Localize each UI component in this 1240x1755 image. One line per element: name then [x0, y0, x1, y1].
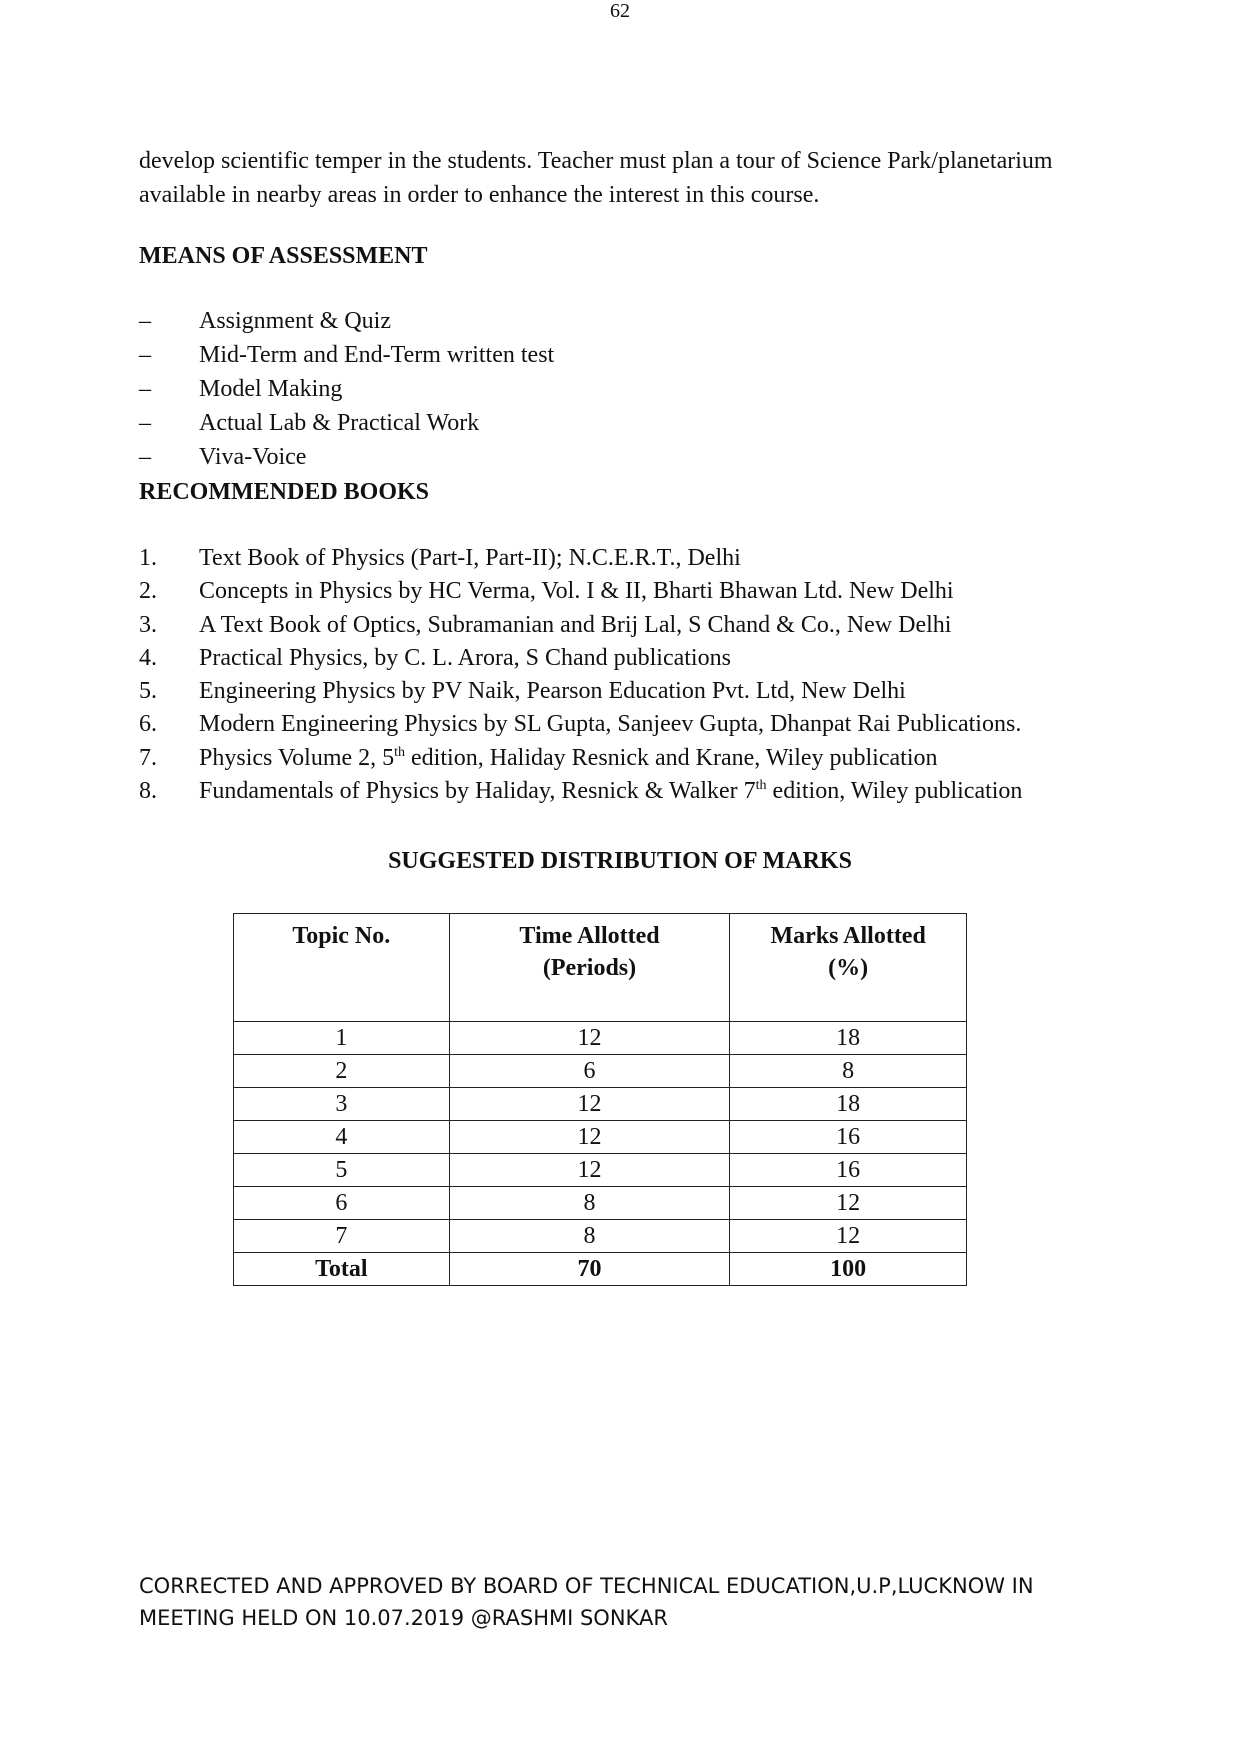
dash-marker: –: [139, 376, 151, 402]
approval-footer: [139, 1570, 1139, 1634]
book-item: 3. A Text Book of Optics, Subramanian and Brij Lal, S Chand & Co., New Delhi: [139, 611, 952, 638]
assessment-heading: MEANS OF ASSESSMENT: [139, 243, 428, 269]
book-item: 5. Engineering Physics by PV Naik, Pearson Education Pvt. Ltd, New Delhi: [139, 678, 906, 705]
book-item: 2. Concepts in Physics by HC Verma, Vol. I & II, Bharti Bhawan Ltd. New Delhi: [139, 578, 954, 605]
intro-line: develop scientific temper in the students. Teacher must plan a tour of Science Park/planetarium: [139, 148, 1053, 174]
dash-marker: –: [139, 342, 151, 368]
footer-line: MEETING HELD ON 10.07.2019 @RASHMI SONKAR: [139, 1606, 668, 1630]
list-item: – Viva-Voice: [139, 440, 1039, 474]
header-marks: Marks Allotted (%): [730, 914, 967, 1022]
intro-paragraph: [139, 144, 1119, 212]
book-item: 6. Modern Engineering Physics by SL Gupta, Sanjeev Gupta, Dhanpat Rai Publications.: [139, 711, 1022, 738]
dash-marker: –: [139, 410, 151, 436]
books-list: [139, 542, 1139, 808]
page-number: 62: [610, 0, 630, 22]
book-item: 8. Fundamentals of Physics by Haliday, Resnick & Walker 7th edition, Wiley publication: [139, 778, 1023, 805]
distribution-heading: SUGGESTED DISTRIBUTION OF MARKS: [388, 848, 852, 874]
table-row: 2 6 8: [234, 1055, 967, 1088]
intro-line: available in nearby areas in order to enhance the interest in this course.: [139, 182, 820, 208]
footer-line: CORRECTED AND APPROVED BY BOARD OF TECHNICAL EDUCATION,U.P,LUCKNOW IN: [139, 1574, 1034, 1598]
books-heading: RECOMMENDED BOOKS: [139, 479, 430, 505]
table-row: 7 8 12: [234, 1220, 967, 1253]
table-total-row: Total 70 100: [234, 1253, 967, 1286]
book-item: 4. Practical Physics, by C. L. Arora, S Chand publications: [139, 644, 731, 671]
book-item: 7. Physics Volume 2, 5th edition, Haliday Resnick and Krane, Wiley publication: [139, 744, 938, 771]
dash-marker: –: [139, 308, 151, 334]
header-topic: Topic No.: [234, 914, 450, 1022]
table-header-row: [234, 914, 967, 1022]
list-item: – Model Making: [139, 372, 1039, 406]
dash-marker: –: [139, 444, 151, 470]
assessment-list: [139, 304, 1039, 474]
list-item: – Assignment & Quiz: [139, 304, 1039, 338]
table-row: 5 12 16: [234, 1154, 967, 1187]
header-time: Time Allotted (Periods): [449, 914, 730, 1022]
list-item: – Actual Lab & Practical Work: [139, 406, 1039, 440]
list-item: – Mid-Term and End-Term written test: [139, 338, 1039, 372]
marks-distribution-table: [233, 913, 967, 1286]
table-row: 1 12 18: [234, 1022, 967, 1055]
table-row: 4 12 16: [234, 1121, 967, 1154]
table-row: 6 8 12: [234, 1187, 967, 1220]
table-row: 3 12 18: [234, 1088, 967, 1121]
book-item: 1. Text Book of Physics (Part-I, Part-II); N.C.E.R.T., Delhi: [139, 545, 741, 571]
